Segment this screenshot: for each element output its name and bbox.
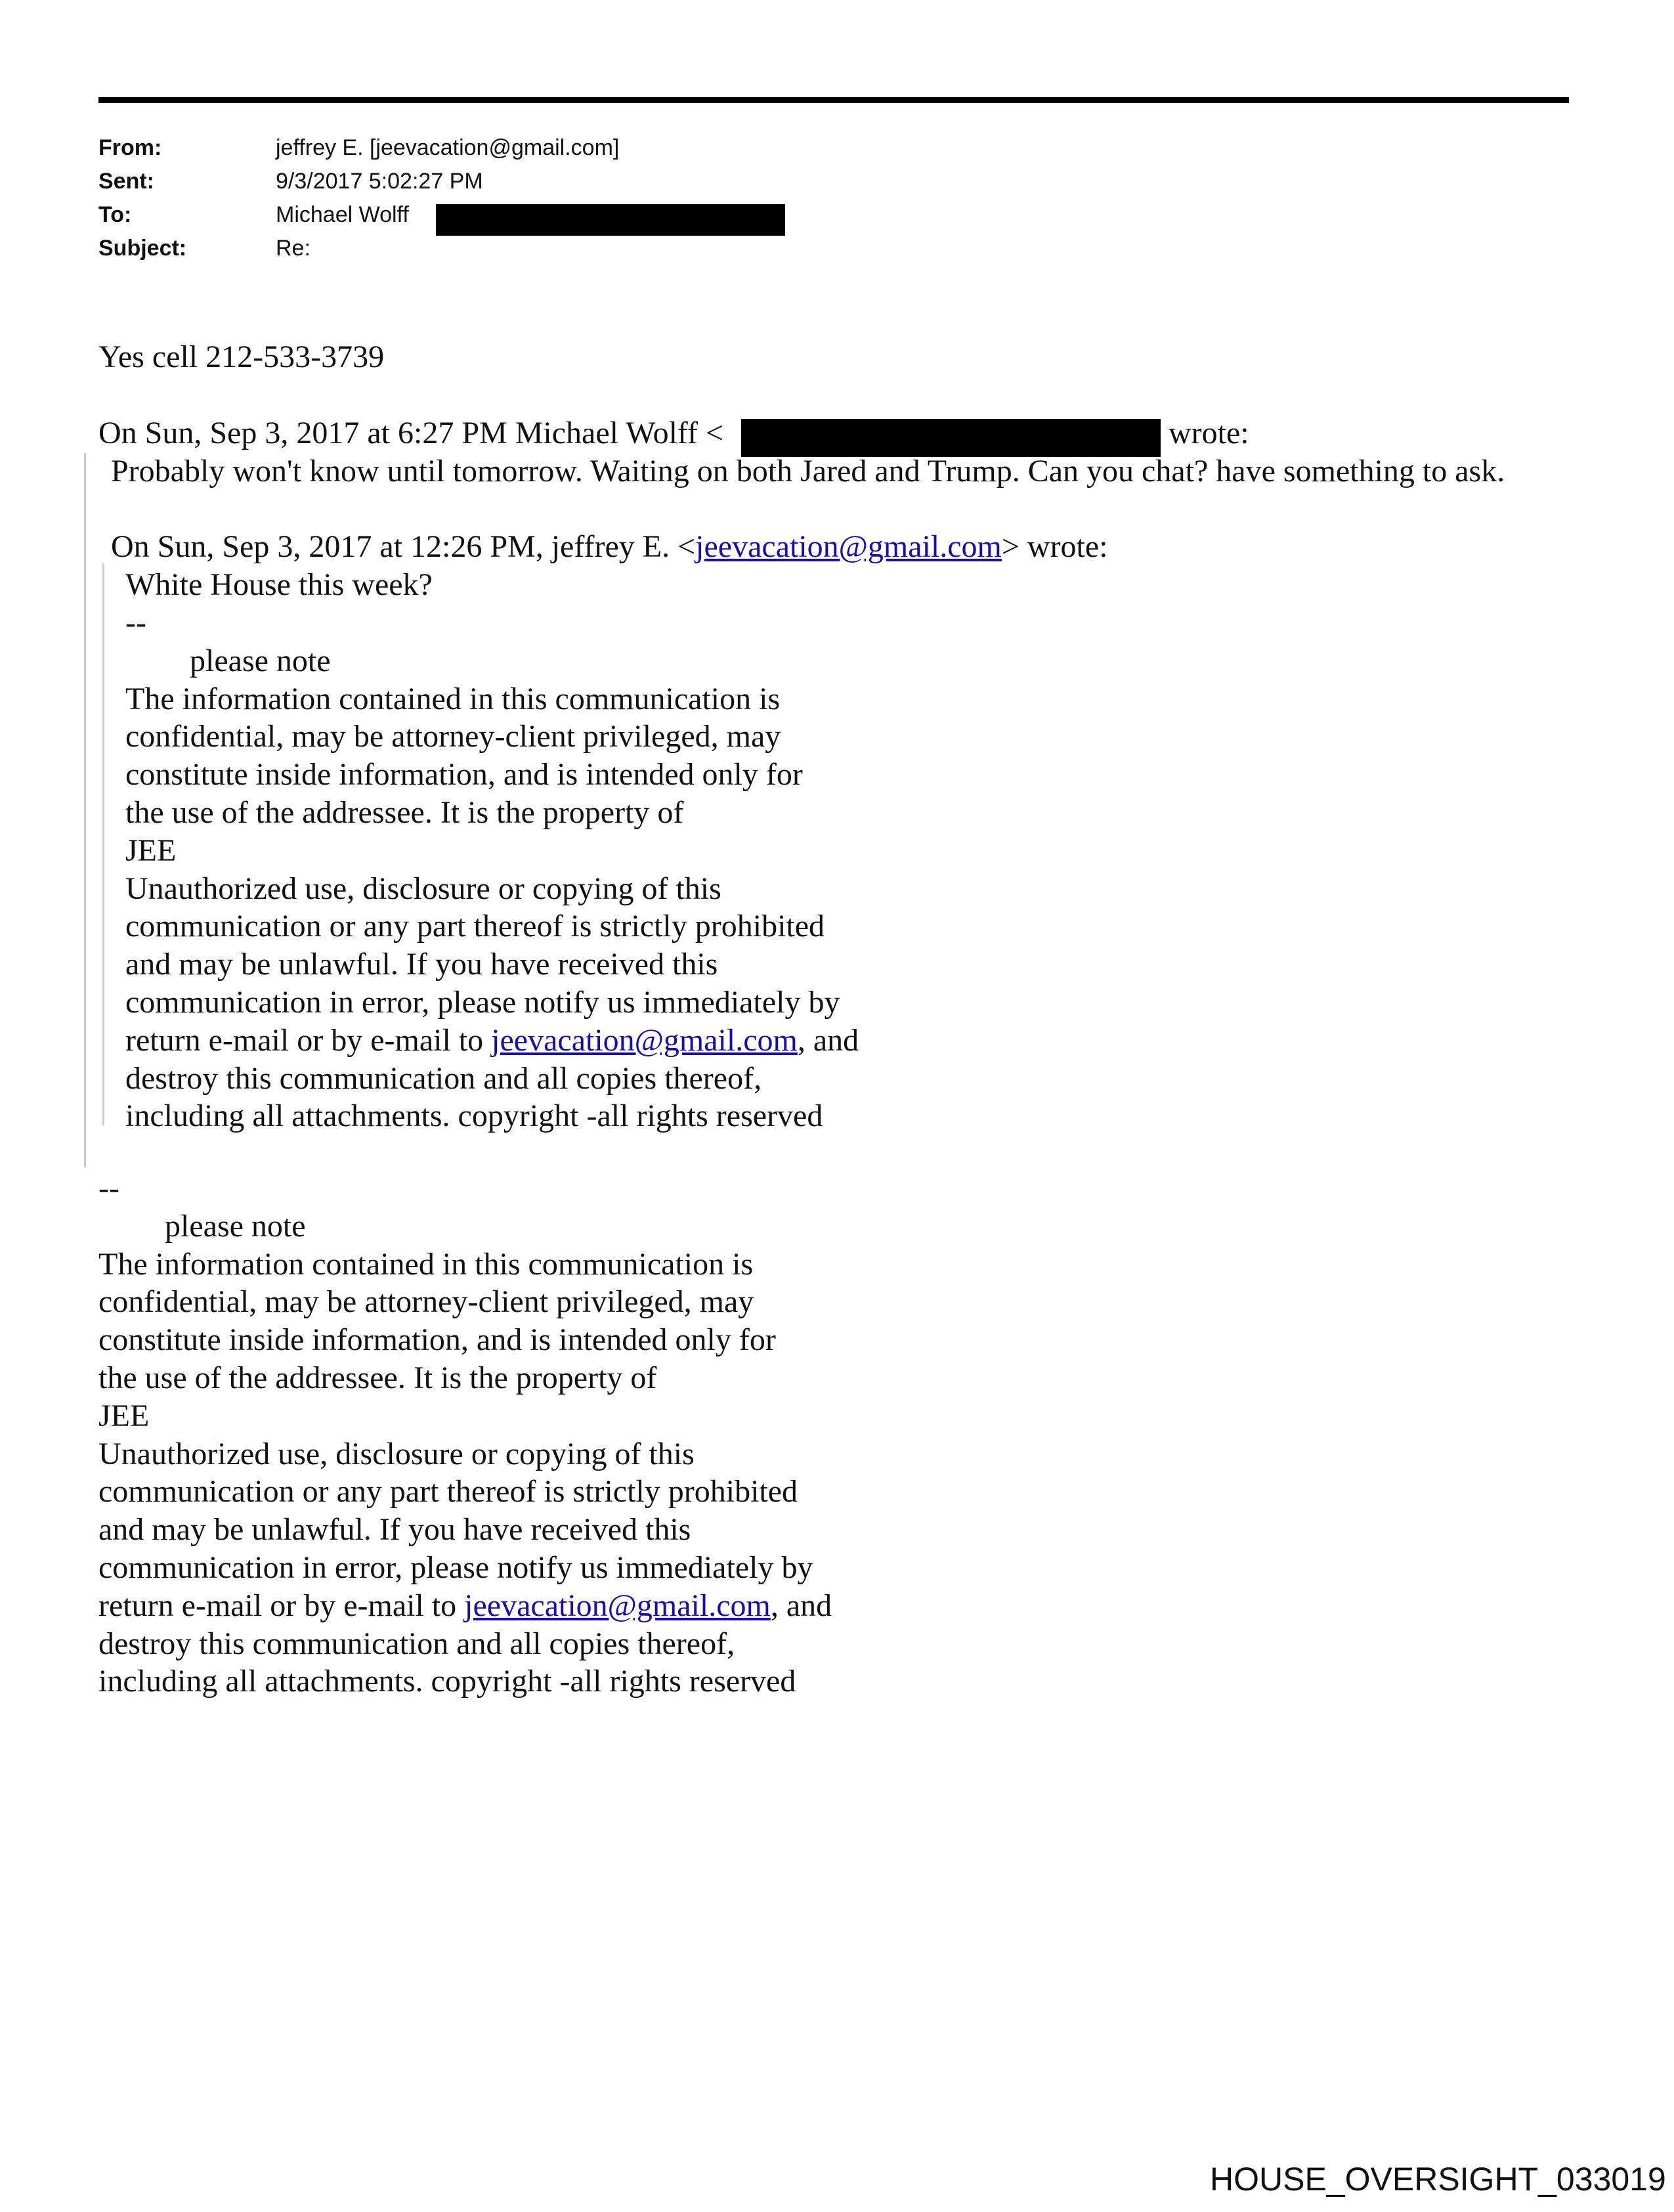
disclaimer-line: The information contained in this communication is [98,1246,754,1282]
disclaimer-line: destroy this communication and all copies thereof, [98,1626,735,1661]
quote2-attribution-post: > wrote: [1001,529,1108,564]
quote1-text: Probably won't know until tomorrow. Waiting on both Jared and Trump. Can you chat? have something to ask. [111,454,1505,488]
quote2-text: White House this week? [125,567,433,602]
quote1-attribution [98,414,723,452]
signature [98,1169,832,1701]
disclaimer-line: including all attachments. copyright -all rights reserved [98,1664,796,1699]
quote1-attribution-post: wrote: [1169,416,1249,450]
signature-dashes: -- [98,1171,119,1205]
disclaimer-line: communication in error, please notify us immediately by [125,984,840,1020]
sent-value: 9/3/2017 5:02:27 PM [276,169,483,194]
disclaimer-line: the use of the addressee. It is the property of [98,1360,657,1395]
quote1-attribution-pre: On Sun, Sep 3, 2017 at 6:27 PM Michael Wolff < [98,416,724,450]
please-note: please note [190,643,331,678]
return-post: , and [770,1588,832,1623]
disclaimer-line: Unauthorized use, disclosure or copying of this [125,871,721,906]
disclaimer-line: and may be unlawful. If you have received this [98,1512,691,1548]
subject-label: Subject: [98,236,187,261]
to-value: Michael Wolff [276,202,409,227]
quote-bar-1 [84,453,86,1167]
return-post: , and [797,1022,859,1058]
disclaimer-line: The information contained in this communication is [125,681,781,716]
email-link[interactable]: jeevacation@gmail.com [491,1022,798,1058]
disclaimer-line: and may be unlawful. If you have received this [125,947,718,982]
disclaimer-line: communication in error, please notify us immediately by [98,1550,813,1585]
return-pre: return e-mail or by e-mail to [98,1588,465,1623]
disclaimer-line: JEE [125,833,177,868]
return-pre: return e-mail or by e-mail to [125,1022,492,1058]
subject-value: Re: [276,236,311,261]
disclaimer-line: JEE [98,1398,150,1433]
disclaimer-line: constitute inside information, and is intended only for [98,1322,776,1358]
to-label: To: [98,202,132,227]
please-note: please note [165,1208,306,1244]
from-value: jeffrey E. [jeevacation@gmail.com] [276,135,620,160]
reply-text: Yes cell 212-533-3739 [98,339,385,374]
email-link[interactable]: jeevacation@gmail.com [695,529,1002,564]
disclaimer-line-return [98,1587,832,1625]
header-rule [98,97,1569,103]
disclaimer-line: confidential, may be attorney-client privileged, may [125,719,781,754]
disclaimer-line: constitute inside information, and is intended only for [125,757,803,792]
bates-number: HOUSE_OVERSIGHT_033019 [1210,2161,1666,2198]
sent-label: Sent: [98,169,154,194]
disclaimer-line: including all attachments. copyright -all rights reserved [125,1098,823,1134]
disclaimer-line: Unauthorized use, disclosure or copying of this [98,1436,695,1471]
disclaimer-line: confidential, may be attorney-client privileged, may [98,1284,754,1320]
disclaimer-line: the use of the addressee. It is the property of [125,794,684,830]
redaction-to [436,204,785,236]
signature-quoted [125,604,859,1135]
signature-dashes: -- [125,605,146,640]
disclaimer-line: communication or any part thereof is strictly prohibited [125,909,825,944]
quote2-attribution [111,528,1108,566]
redaction-wolff-email [741,419,1161,457]
disclaimer-line: destroy this communication and all copies thereof, [125,1060,762,1096]
email-link[interactable]: jeevacation@gmail.com [464,1588,771,1623]
quote2-attribution-pre: On Sun, Sep 3, 2017 at 12:26 PM, jeffrey E. < [111,529,696,564]
from-label: From: [98,135,162,160]
disclaimer-line: communication or any part thereof is strictly prohibited [98,1474,798,1509]
disclaimer-line-return [125,1022,859,1060]
quote-bar-2 [102,563,104,1125]
